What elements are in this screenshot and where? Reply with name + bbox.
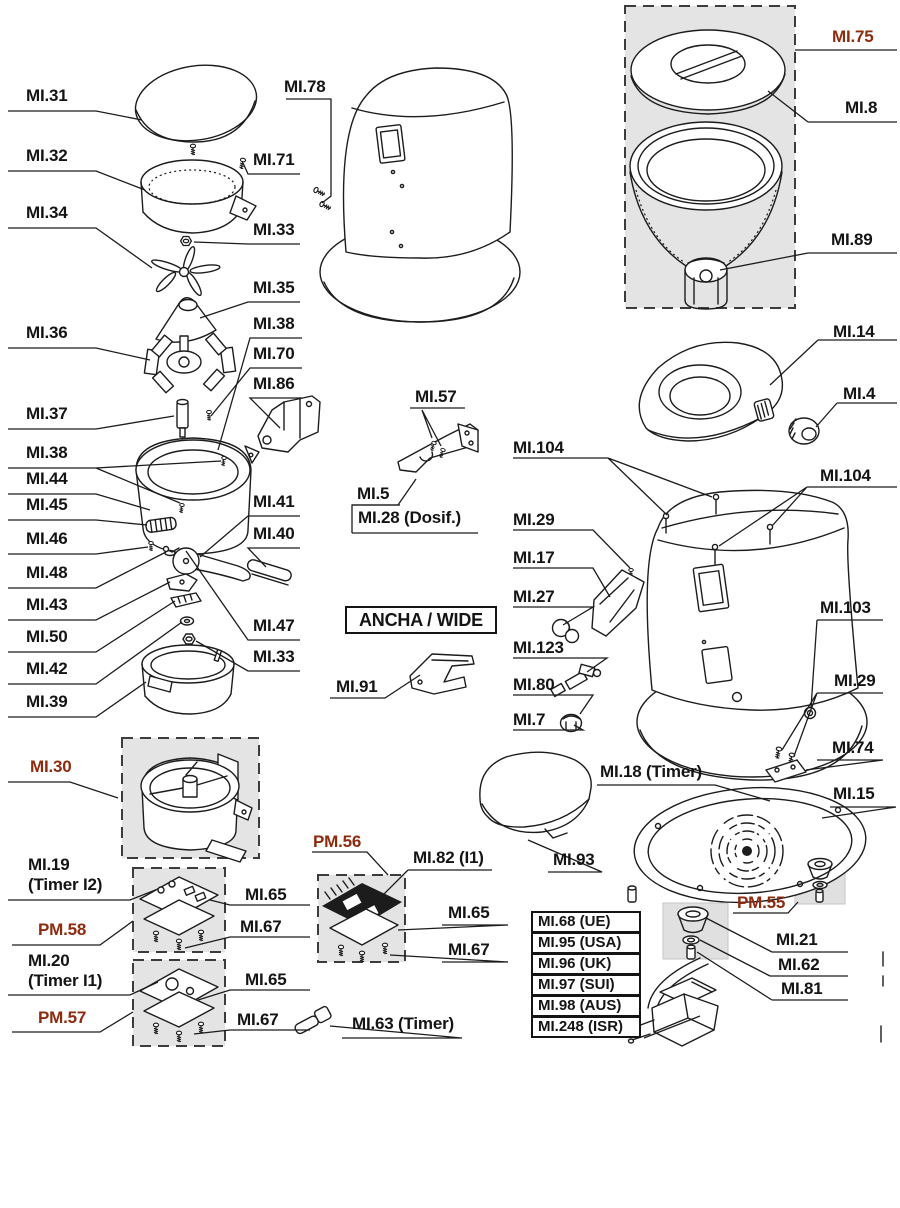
part-label-mi29-left: MI.29 <box>513 510 555 529</box>
part-label-mi33-top: MI.33 <box>253 220 295 239</box>
power-cord-plug <box>629 958 719 1046</box>
part-label-mi41: MI.41 <box>253 492 295 511</box>
part-label-mi5: MI.5 <box>357 484 390 503</box>
part-label-mi63: MI.63 (Timer) <box>352 1014 454 1033</box>
wide-bracket-mi91 <box>410 654 474 694</box>
part-label-mi43: MI.43 <box>26 595 68 614</box>
tray-mi93 <box>480 752 591 838</box>
part-label-mi27: MI.27 <box>513 587 555 606</box>
main-body-right <box>637 490 867 780</box>
screws-mi78 <box>313 187 331 211</box>
part-label-mi20: MI.20 <box>28 951 70 970</box>
part-label-mi104-right: MI.104 <box>820 466 871 485</box>
part-label-mi86: MI.86 <box>253 374 295 393</box>
impeller-mi34 <box>151 246 221 297</box>
part-label-mi17: MI.17 <box>513 548 555 567</box>
part-label-mi21: MI.21 <box>776 930 818 949</box>
part-label-mi40: MI.40 <box>253 524 295 543</box>
part-label-mi81: MI.81 <box>781 979 823 998</box>
bracket-mi86 <box>258 396 320 452</box>
plug-variant-row: MI.97 (SUI) <box>531 974 641 996</box>
lid-mi31 <box>130 57 262 155</box>
part-mi123 <box>551 664 601 696</box>
plug-variant-row: MI.68 (UE) <box>531 911 641 933</box>
part-label-pm55: PM.55 <box>737 893 786 912</box>
rotor-mi36 <box>144 333 235 393</box>
part-label-mi57: MI.57 <box>415 387 457 406</box>
part-label-mi38-right: MI.38 <box>253 314 295 333</box>
part-label-mi103: MI.103 <box>820 598 871 617</box>
part-label-mi80: MI.80 <box>513 675 555 694</box>
plate-mi43 <box>167 574 197 591</box>
part-label-mi93: MI.93 <box>553 850 595 869</box>
part-label-mi28: MI.28 (Dosif.) <box>358 508 461 527</box>
plug-variant-row: MI.248 (ISR) <box>531 1016 641 1038</box>
part-label-mi78: MI.78 <box>284 77 326 96</box>
part-label-mi8: MI.8 <box>845 98 878 117</box>
nut-mi33-top <box>181 237 192 246</box>
part-label-mi75: MI.75 <box>832 27 874 46</box>
part-label-mi37: MI.37 <box>26 404 68 423</box>
part-label-mi7: MI.7 <box>513 710 546 729</box>
plug-variant-row: MI.96 (UK) <box>531 953 641 975</box>
part-label-pm56: PM.56 <box>313 832 362 851</box>
screw-mi46 <box>149 541 153 550</box>
knob-mi4 <box>789 418 819 444</box>
ancha-wide-label: ANCHA / WIDE <box>345 606 497 634</box>
nut-mi33-mid <box>183 634 195 644</box>
part-label-pm58: PM.58 <box>38 920 87 939</box>
part-label-mi32: MI.32 <box>26 146 68 165</box>
part-label-mi91: MI.91 <box>336 677 378 696</box>
part-label-mi74: MI.74 <box>832 738 874 757</box>
part-label-mi65-a: MI.65 <box>245 885 287 904</box>
clip-mi50 <box>171 593 201 607</box>
part-label-mi4: MI.4 <box>843 384 876 403</box>
part-label-mi67-a: MI.67 <box>240 917 282 936</box>
shaft-mi37 <box>177 400 188 438</box>
part-label-mi33-mid: MI.33 <box>253 647 295 666</box>
part-label-mi18: MI.18 (Timer) <box>600 762 702 781</box>
part-label-mi67-c: MI.67 <box>448 940 490 959</box>
part-label-mi67-b: MI.67 <box>237 1010 279 1029</box>
part-label-mi42: MI.42 <box>26 659 68 678</box>
washer-mi42 <box>181 617 194 625</box>
part-label-mi65-b: MI.65 <box>245 970 287 989</box>
part-label-mi45: MI.45 <box>26 495 68 514</box>
part-label-mi19: MI.19 <box>28 855 70 874</box>
part-label-mi34: MI.34 <box>26 203 68 222</box>
part-label-mi82: MI.82 (I1) <box>413 848 484 867</box>
bowl-mi44 <box>136 438 259 556</box>
part-label-mi50: MI.50 <box>26 627 68 646</box>
part-label-mi48: MI.48 <box>26 563 68 582</box>
doser-bracket-mi5 <box>398 424 478 472</box>
cap-mi7-mi80 <box>561 715 582 732</box>
part-label-mi71: MI.71 <box>253 150 295 169</box>
part-label-mi29-right: MI.29 <box>834 671 876 690</box>
part-label-mi36: MI.36 <box>26 323 68 342</box>
part-label-mi15: MI.15 <box>833 784 875 803</box>
blade-mi40 <box>246 558 292 585</box>
part-label-mi123: MI.123 <box>513 638 564 657</box>
part-label-mi89: MI.89 <box>831 230 873 249</box>
part-label-mi65-c: MI.65 <box>448 903 490 922</box>
part-label-mi46: MI.46 <box>26 529 68 548</box>
part-label-mi35: MI.35 <box>253 278 295 297</box>
plug-variant-row: MI.95 (USA) <box>531 932 641 954</box>
part-label-mi47: MI.47 <box>253 616 295 635</box>
part-label-mi39: MI.39 <box>26 692 68 711</box>
part-label-mi44: MI.44 <box>26 469 68 488</box>
plug-variant-row: MI.98 (AUS) <box>531 995 641 1017</box>
part-label-mi38-left: MI.38 <box>26 443 68 462</box>
part-label-mi19-sub: (Timer I2) <box>28 875 103 894</box>
part-label-mi20-sub: (Timer I1) <box>28 971 103 990</box>
part-label-mi62: MI.62 <box>778 955 820 974</box>
page-edge-ticks <box>881 952 883 1042</box>
top-cover-mi14 <box>639 342 782 441</box>
part-label-mi104-left: MI.104 <box>513 438 564 457</box>
screw-mi38-single <box>207 410 212 420</box>
main-body-front <box>320 68 520 322</box>
part-label-mi31: MI.31 <box>26 86 68 105</box>
ring-mi32 <box>141 160 256 233</box>
part-label-pm57: PM.57 <box>38 1008 87 1027</box>
part-label-mi70: MI.70 <box>253 344 295 363</box>
part-label-mi30: MI.30 <box>30 757 72 776</box>
part-label-mi14: MI.14 <box>833 322 875 341</box>
